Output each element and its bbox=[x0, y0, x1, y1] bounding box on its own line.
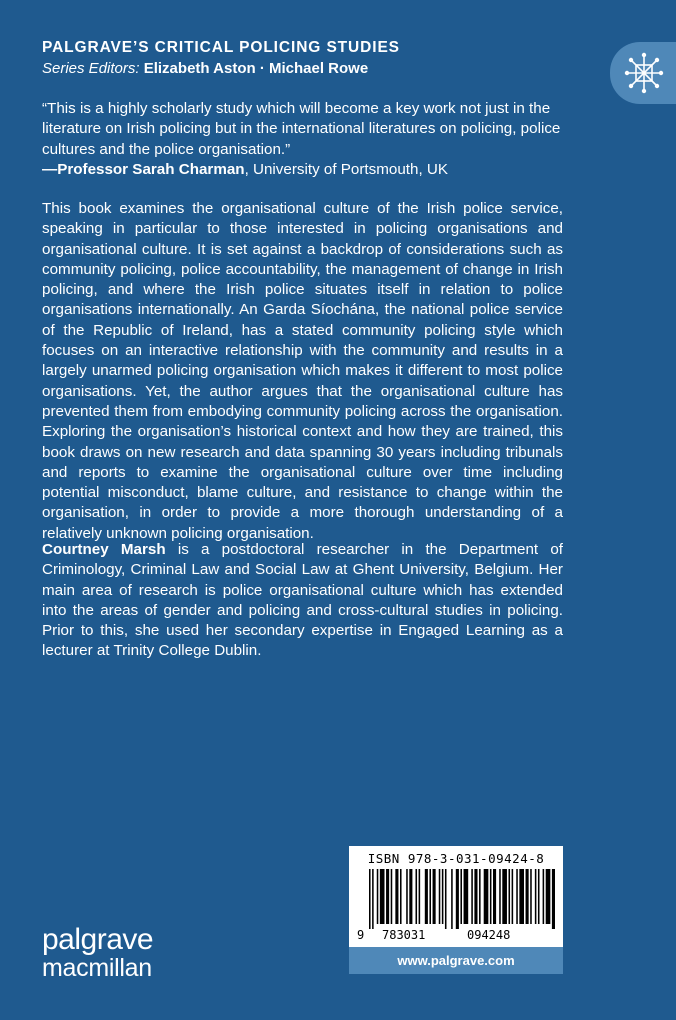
barcode-bar bbox=[456, 869, 459, 929]
barcode-bar bbox=[471, 869, 473, 924]
barcode-bar bbox=[530, 869, 532, 924]
endorsement-quote bbox=[42, 99, 563, 180]
barcode-bar bbox=[460, 869, 462, 924]
author-bio bbox=[42, 540, 563, 662]
series-editors-names: Elizabeth Aston · Michael Rowe bbox=[143, 60, 369, 77]
quote-text: “This is a highly scholarly study which will become a key work not just in the literature on Irish policing but in the international literatures on policing, police cultures and the police organisation.” bbox=[42, 100, 561, 158]
publisher-name-line1: palgrave bbox=[42, 923, 154, 956]
barcode-bar bbox=[442, 869, 444, 924]
barcode-bar bbox=[406, 869, 408, 924]
barcode-bar bbox=[546, 869, 551, 924]
barcode-bar bbox=[512, 869, 514, 924]
palgrave-network-logo-icon bbox=[624, 51, 664, 95]
series-logo-badge bbox=[610, 42, 676, 104]
series-header bbox=[42, 38, 562, 79]
barcode-bar bbox=[377, 869, 379, 924]
barcode-bar bbox=[369, 869, 371, 929]
barcode-bar bbox=[409, 869, 412, 924]
quote-attribution-affiliation: , University of Portsmouth, UK bbox=[244, 160, 448, 178]
barcode-bar bbox=[493, 869, 496, 924]
book-description: This book examines the organisational culture of the Irish police service, speaking in particular to those interested in policing organisations and organisational culture. It is set against a backdrop of considerations such as community policing, police accountability, the management of change in Irish policing, and where the Irish police situates itself in relation to police organisations internationally. An Garda Síochána, the national police service of the Republic of Ireland, has a stated community policing style which focuses on an interactive relationship with the community and results in a largely unarmed policing organisation which makes it different to most police organisations. Yet, the author argues that the organisational culture has prevented them from embodying community policing across the organisation. Exploring the organisation’s historical context and how they are trained, this book draws on new research and data spanning 30 years including tribunals and reports to examine the organisational culture over time including potential misconduct, blame culture, and resistance to change within the organisation, in order to provide a more thorough understanding of a relatively unknown policing organisation. bbox=[42, 200, 563, 542]
barcode-bar bbox=[479, 869, 481, 924]
quote-attribution bbox=[42, 160, 563, 180]
publisher-url: www.palgrave.com bbox=[349, 947, 563, 974]
author-name: Courtney Marsh bbox=[42, 541, 166, 558]
barcode-bar bbox=[490, 869, 492, 924]
isbn-digit-group1: 783031 bbox=[382, 928, 426, 942]
barcode-bar bbox=[464, 869, 469, 924]
barcode-bar bbox=[386, 869, 389, 924]
publisher-logo bbox=[42, 925, 153, 981]
isbn-label: ISBN 978-3-031-09424-8 bbox=[367, 851, 545, 866]
barcode-bar bbox=[429, 869, 431, 924]
barcode-bar bbox=[433, 869, 436, 924]
barcode-bar bbox=[439, 869, 441, 924]
barcode-bars bbox=[355, 869, 557, 929]
barcode-bar bbox=[519, 869, 524, 924]
barcode-bar bbox=[543, 869, 545, 924]
barcode-bar bbox=[502, 869, 507, 924]
quote-attribution-name: —Professor Sarah Charman bbox=[42, 160, 245, 178]
publisher-name-line2: macmillan bbox=[42, 954, 152, 982]
barcode-bar bbox=[499, 869, 501, 924]
barcode-bar bbox=[380, 869, 385, 924]
barcode-bar bbox=[484, 869, 489, 924]
series-editors bbox=[42, 59, 562, 79]
barcode-bar bbox=[535, 869, 537, 924]
barcode-bar bbox=[474, 869, 477, 924]
barcode-bar bbox=[552, 869, 555, 929]
barcode-bar bbox=[400, 869, 402, 924]
isbn-barcode-box bbox=[349, 846, 563, 974]
barcode-bar bbox=[372, 869, 374, 929]
series-editors-label: Series Editors: bbox=[42, 60, 140, 77]
barcode-bar bbox=[509, 869, 511, 924]
author-bio-text: is a postdoctoral researcher in the Department of Criminology, Criminal Law and Social Law at Ghent University, Belgium. Her main area of research is police organisational culture which has extended into the areas of gender and policing and cross-cultural studies in policing. Prior to this, she used her secondary expertise in Engaged Learning as a lecturer at Trinity College Dublin. bbox=[42, 541, 563, 660]
barcode-bar bbox=[416, 869, 418, 924]
barcode-bar bbox=[391, 869, 393, 924]
isbn-digit-group2: 094248 bbox=[467, 928, 511, 942]
barcode-bar bbox=[445, 869, 447, 929]
isbn-digit-first: 9 bbox=[357, 928, 365, 942]
barcode-bar bbox=[395, 869, 398, 924]
barcode-bar bbox=[419, 869, 421, 924]
barcode-bar bbox=[516, 869, 518, 924]
series-title: PALGRAVE’S CRITICAL POLICING STUDIES bbox=[42, 39, 400, 56]
barcode-bar bbox=[425, 869, 428, 924]
barcode-bar bbox=[526, 869, 529, 924]
barcode-bar bbox=[538, 869, 540, 924]
barcode-bar bbox=[451, 869, 453, 929]
